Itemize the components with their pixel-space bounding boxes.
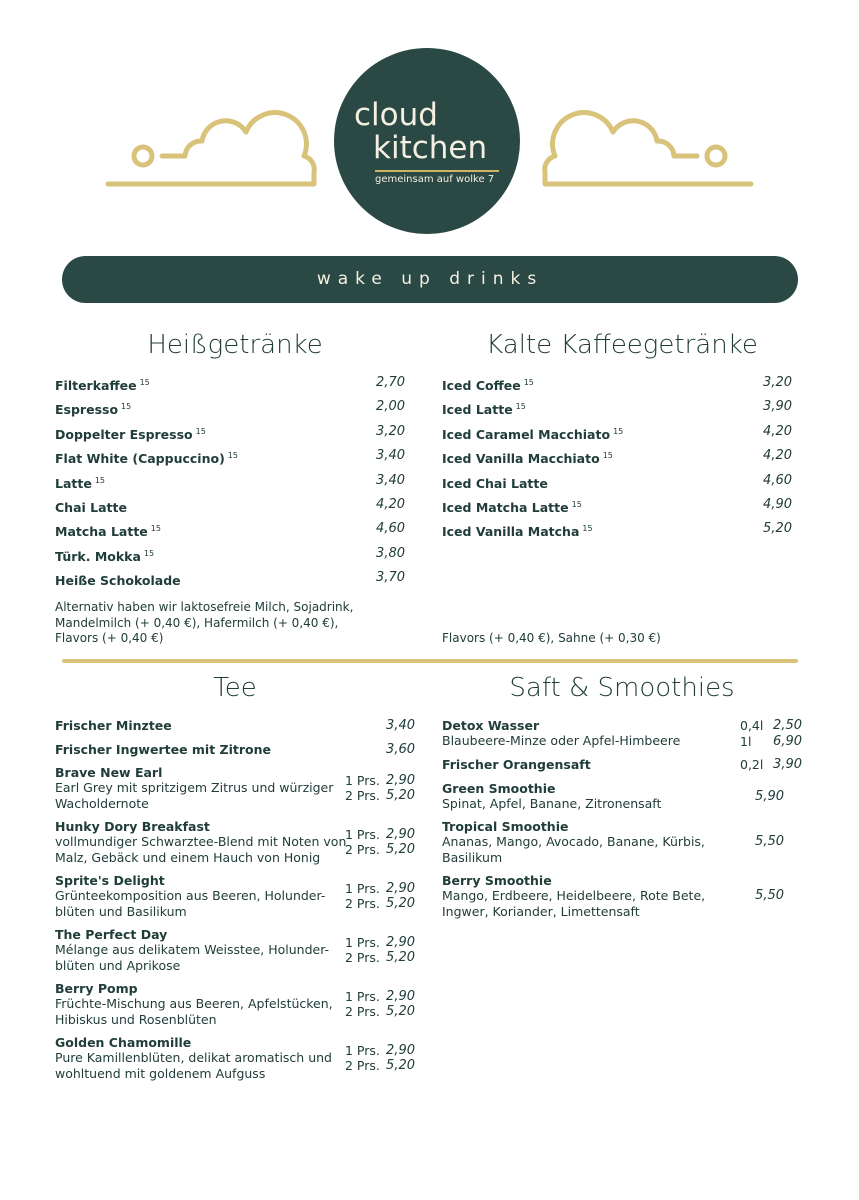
menu-item [55, 546, 154, 565]
item-name: Latte [55, 475, 92, 491]
item-price: 3,20 [763, 375, 792, 390]
item-description: Mélange aus delikatem Weisstee, Holunder- [55, 942, 330, 957]
item-name: Türk. Mokka [55, 548, 141, 564]
item-description: wohltuend mit goldenem Aufguss [55, 1065, 266, 1081]
item-size: 0,2l [740, 757, 764, 772]
menu-item [442, 424, 623, 443]
item-description: Blaubeere-Minze oder Apfel-Himbeere [442, 733, 681, 748]
portion-label: 1 Prs. [345, 1043, 380, 1058]
note-line: Alternativ haben wir laktosefreie Milch, Sojadrink, [55, 600, 354, 614]
menu-item [55, 1035, 332, 1081]
banner-title: wake up drinks [316, 269, 544, 289]
item-price: 2,90 [386, 989, 415, 1004]
portion-label: 2 Prs. [345, 788, 380, 803]
item-price: 3,40 [376, 448, 405, 464]
logo-line-cloud: cloud [354, 97, 438, 133]
item-description: blüten und Aprikose [55, 957, 181, 973]
menu-item [55, 497, 127, 516]
item-footnote: 15 [150, 524, 161, 534]
item-price: 5,50 [755, 834, 784, 849]
menu-item [442, 497, 582, 516]
item-name: Doppelter Espresso [55, 426, 193, 442]
portion-label: 2 Prs. [345, 842, 380, 857]
item-footnote: 15 [121, 402, 132, 412]
item-description: Earl Grey mit spritzigem Zitrus und würziger [55, 780, 334, 795]
right-dot-icon [707, 147, 725, 165]
item-name: Berry Smoothie [442, 873, 552, 888]
item-price: 5,20 [763, 521, 792, 537]
menu-item [442, 819, 705, 865]
item-footnote: 15 [571, 500, 582, 509]
item-price: 5,20 [386, 950, 415, 965]
portion-label: 2 Prs. [345, 1058, 380, 1073]
item-price: 3,90 [763, 399, 792, 415]
menu-item [442, 873, 705, 919]
item-price: 2,70 [376, 375, 405, 390]
item-footnote: 15 [613, 426, 624, 436]
item-price: 4,60 [376, 521, 405, 537]
item-footnote: 15 [143, 548, 155, 558]
item-price: 4,60 [763, 472, 792, 488]
item-description: Grünteekomposition aus Beeren, Holunder- [55, 888, 326, 903]
menu-item [55, 399, 131, 418]
portion-label: 1 Prs. [345, 989, 380, 1004]
menu-item [55, 473, 105, 492]
item-price: 4,20 [763, 423, 792, 439]
menu-item [442, 757, 591, 772]
item-price: 2,90 [386, 827, 415, 842]
menu-item [55, 521, 161, 540]
item-price: 2,90 [386, 881, 415, 896]
item-description: Malz, Gebäck und einem Hauch von Honig [55, 849, 321, 865]
item-name: Brave New Earl [55, 765, 163, 780]
menu-item [55, 765, 333, 811]
item-price: 5,20 [386, 896, 415, 911]
note-line: Flavors (+ 0,40 €) [55, 631, 164, 645]
item-name: Heiße Schokolade [55, 573, 181, 589]
portion-label: 2 Prs. [345, 950, 380, 965]
item-footnote: 15 [94, 475, 106, 485]
item-name: Detox Wasser [442, 718, 540, 733]
item-footnote: 15 [195, 426, 206, 436]
item-price: 5,20 [386, 1058, 415, 1073]
item-name: The Perfect Day [55, 927, 168, 942]
item-footnote: 15 [139, 378, 150, 387]
item-name: Tropical Smoothie [442, 819, 569, 834]
item-price: 2,00 [376, 399, 405, 415]
item-price: 3,60 [386, 742, 415, 757]
item-price: 3,20 [376, 423, 405, 439]
hot-drinks-note [55, 600, 353, 647]
item-name: Sprite's Delight [55, 873, 165, 888]
menu-item [442, 448, 613, 467]
menu-item [442, 521, 593, 540]
juice-title: Saft & Smoothies [509, 673, 735, 703]
menu-item-name: Frischer Ingwertee mit Zitrone [55, 742, 271, 757]
item-price: 4,90 [763, 497, 792, 512]
item-description: Ananas, Mango, Avocado, Banane, Kürbis, [442, 834, 705, 849]
item-name: Espresso [55, 402, 119, 418]
menu-item [55, 570, 181, 589]
item-footnote: 15 [523, 378, 534, 387]
item-price: 3,90 [773, 757, 802, 772]
item-name: Iced Coffee [442, 378, 521, 393]
item-name: Hunky Dory Breakfast [55, 819, 210, 834]
item-price: 5,90 [755, 789, 784, 804]
portion-label: 2 Prs. [345, 1004, 380, 1019]
item-footnote: 15 [227, 451, 238, 461]
logo-line-kitchen: kitchen [373, 130, 488, 166]
portion-label: 2 Prs. [345, 896, 380, 911]
section-divider [62, 659, 798, 663]
item-price: 2,50 [773, 718, 802, 733]
item-price: 5,50 [755, 888, 784, 903]
note-line: Mandelmilch (+ 0,40 €), Hafermilch (+ 0,40 €), [55, 615, 339, 630]
item-price: 3,80 [376, 545, 405, 561]
item-name: Frischer Orangensaft [442, 757, 591, 772]
item-description: Früchte-Mischung aus Beeren, Apfelstücken, [55, 996, 333, 1011]
item-name: Golden Chamomille [55, 1035, 192, 1050]
item-name: Iced Caramel Macchiato [442, 426, 611, 442]
item-price: 3,40 [376, 472, 405, 488]
portion-label: 1 Prs. [345, 827, 380, 842]
item-description: Mango, Erdbeere, Heidelbeere, Rote Bete, [442, 888, 706, 903]
item-name: Chai Latte [55, 500, 127, 515]
item-size: 0,4l [740, 718, 764, 733]
item-name: Matcha Latte [55, 524, 148, 540]
item-name: Iced Vanilla Matcha [442, 524, 580, 540]
hot-drinks-title: Heißgetränke [147, 330, 323, 360]
cold-coffee-note: Flavors (+ 0,40 €), Sahne (+ 0,30 €) [442, 631, 661, 645]
left-dot-icon [134, 147, 152, 165]
item-price: 4,20 [763, 448, 792, 464]
item-name: Iced Chai Latte [442, 475, 548, 491]
item-name: Iced Latte [442, 402, 513, 418]
item-description: Ingwer, Koriander, Limettensaft [442, 903, 640, 919]
item-footnote: 15 [515, 402, 526, 412]
item-description: Pure Kamillenblüten, delikat aromatisch und [55, 1050, 332, 1065]
menu-item [442, 399, 526, 418]
menu-item [55, 873, 325, 919]
item-price: 5,20 [386, 788, 415, 803]
menu-item [442, 375, 534, 394]
item-footnote: 15 [602, 451, 613, 461]
menu-item [55, 424, 206, 443]
menu-item [442, 473, 548, 492]
item-name: Green Smoothie [442, 781, 556, 796]
portion-label: 1 Prs. [345, 881, 380, 896]
item-description: Wacholdernote [55, 795, 149, 811]
logo-underline [375, 170, 499, 172]
item-name: Berry Pomp [55, 981, 138, 996]
menu-item [442, 781, 661, 812]
item-description: Basilikum [442, 849, 503, 865]
item-price: 2,90 [386, 773, 415, 788]
item-name: Filterkaffee [55, 378, 137, 393]
item-size: 1l [740, 734, 752, 749]
menu-item-name: Frischer Minztee [55, 718, 172, 733]
item-price: 4,20 [376, 497, 405, 512]
item-price: 3,70 [376, 570, 405, 586]
item-price: 3,40 [386, 718, 415, 733]
item-price: 6,90 [773, 734, 802, 749]
menu-item [55, 819, 346, 865]
item-price: 2,90 [386, 935, 415, 950]
item-name: Flat White (Cappuccino) [55, 451, 225, 467]
item-description: blüten und Basilikum [55, 903, 187, 919]
menu-item [55, 981, 333, 1027]
tea-title: Tee [213, 673, 257, 703]
item-description: Hibiskus und Rosenblüten [55, 1011, 217, 1027]
menu-item [442, 718, 680, 749]
menu-item [55, 375, 150, 394]
portion-label: 1 Prs. [345, 935, 380, 950]
item-description: Spinat, Apfel, Banane, Zitronensaft [442, 796, 662, 811]
item-price: 5,20 [386, 1004, 415, 1019]
menu-item [55, 927, 329, 973]
logo-tagline: gemeinsam auf wolke 7 [375, 174, 495, 185]
cold-coffee-title: Kalte Kaffeegetränke [486, 330, 758, 360]
item-price: 5,20 [386, 842, 415, 857]
item-name: Iced Vanilla Macchiato [442, 451, 600, 467]
item-description: vollmundiger Schwarztee-Blend mit Noten von [55, 834, 347, 849]
item-price: 2,90 [386, 1043, 415, 1058]
menu-item [55, 448, 238, 467]
item-name: Iced Matcha Latte [442, 500, 569, 515]
item-footnote: 15 [582, 524, 593, 534]
portion-label: 1 Prs. [345, 773, 380, 788]
